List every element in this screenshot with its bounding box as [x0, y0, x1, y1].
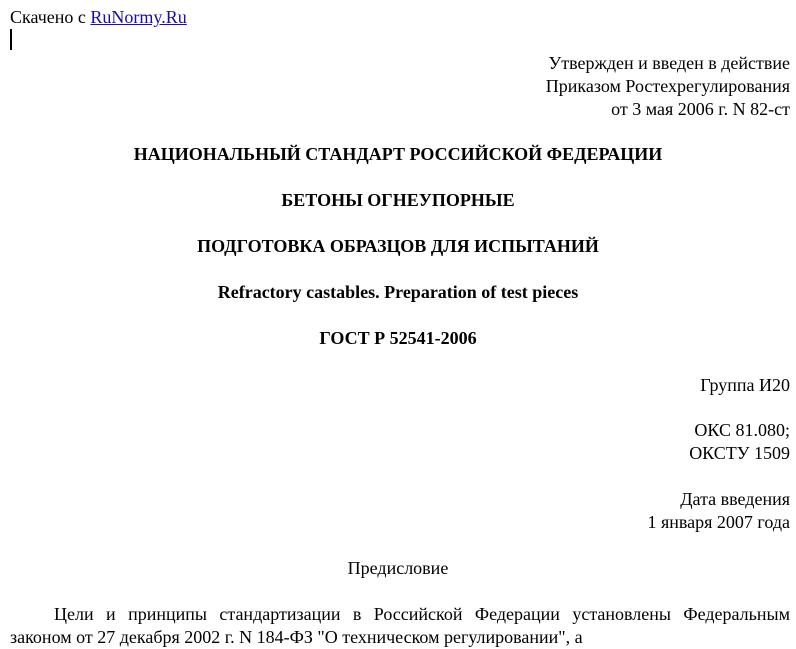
oks-code: ОКС 81.080;	[694, 420, 790, 440]
download-source	[10, 6, 187, 28]
english-title: Refractory castables. Preparation of test pieces	[217, 282, 579, 302]
download-source-label: Скачено с	[10, 7, 91, 27]
national-standard-title: НАЦИОНАЛЬНЫЙ СТАНДАРТ РОССИЙСКОЙ ФЕДЕРАЦИИ	[133, 144, 663, 164]
effective-date-label: Дата введения	[680, 489, 790, 509]
okstu-code: ОКСТУ 1509	[689, 443, 790, 463]
approval-line-1: Утвержден и введен в действие	[548, 53, 790, 73]
group-code: Группа И20	[700, 375, 790, 395]
standard-code: ГОСТ Р 52541-2006	[319, 328, 477, 348]
text-cursor	[10, 29, 12, 50]
subject-title: БЕТОНЫ ОГНЕУПОРНЫЕ	[281, 190, 515, 210]
effective-date-value: 1 января 2007 года	[647, 512, 790, 532]
runormy-link[interactable]: RuNormy.Ru	[90, 7, 187, 27]
subtitle: ПОДГОТОВКА ОБРАЗЦОВ ДЛЯ ИСПЫТАНИЙ	[197, 236, 599, 256]
foreword-paragraph: Цели и принципы стандартизации в Российской Федерации установлены Федеральным законом от 27 декабря 2002 г. N 184-ФЗ "О техническом регулировании", а	[10, 604, 790, 647]
approval-line-3: от 3 мая 2006 г. N 82-ст	[611, 99, 790, 119]
foreword-heading: Предисловие	[347, 558, 449, 578]
approval-line-2: Приказом Ростехрегулирования	[545, 76, 790, 96]
